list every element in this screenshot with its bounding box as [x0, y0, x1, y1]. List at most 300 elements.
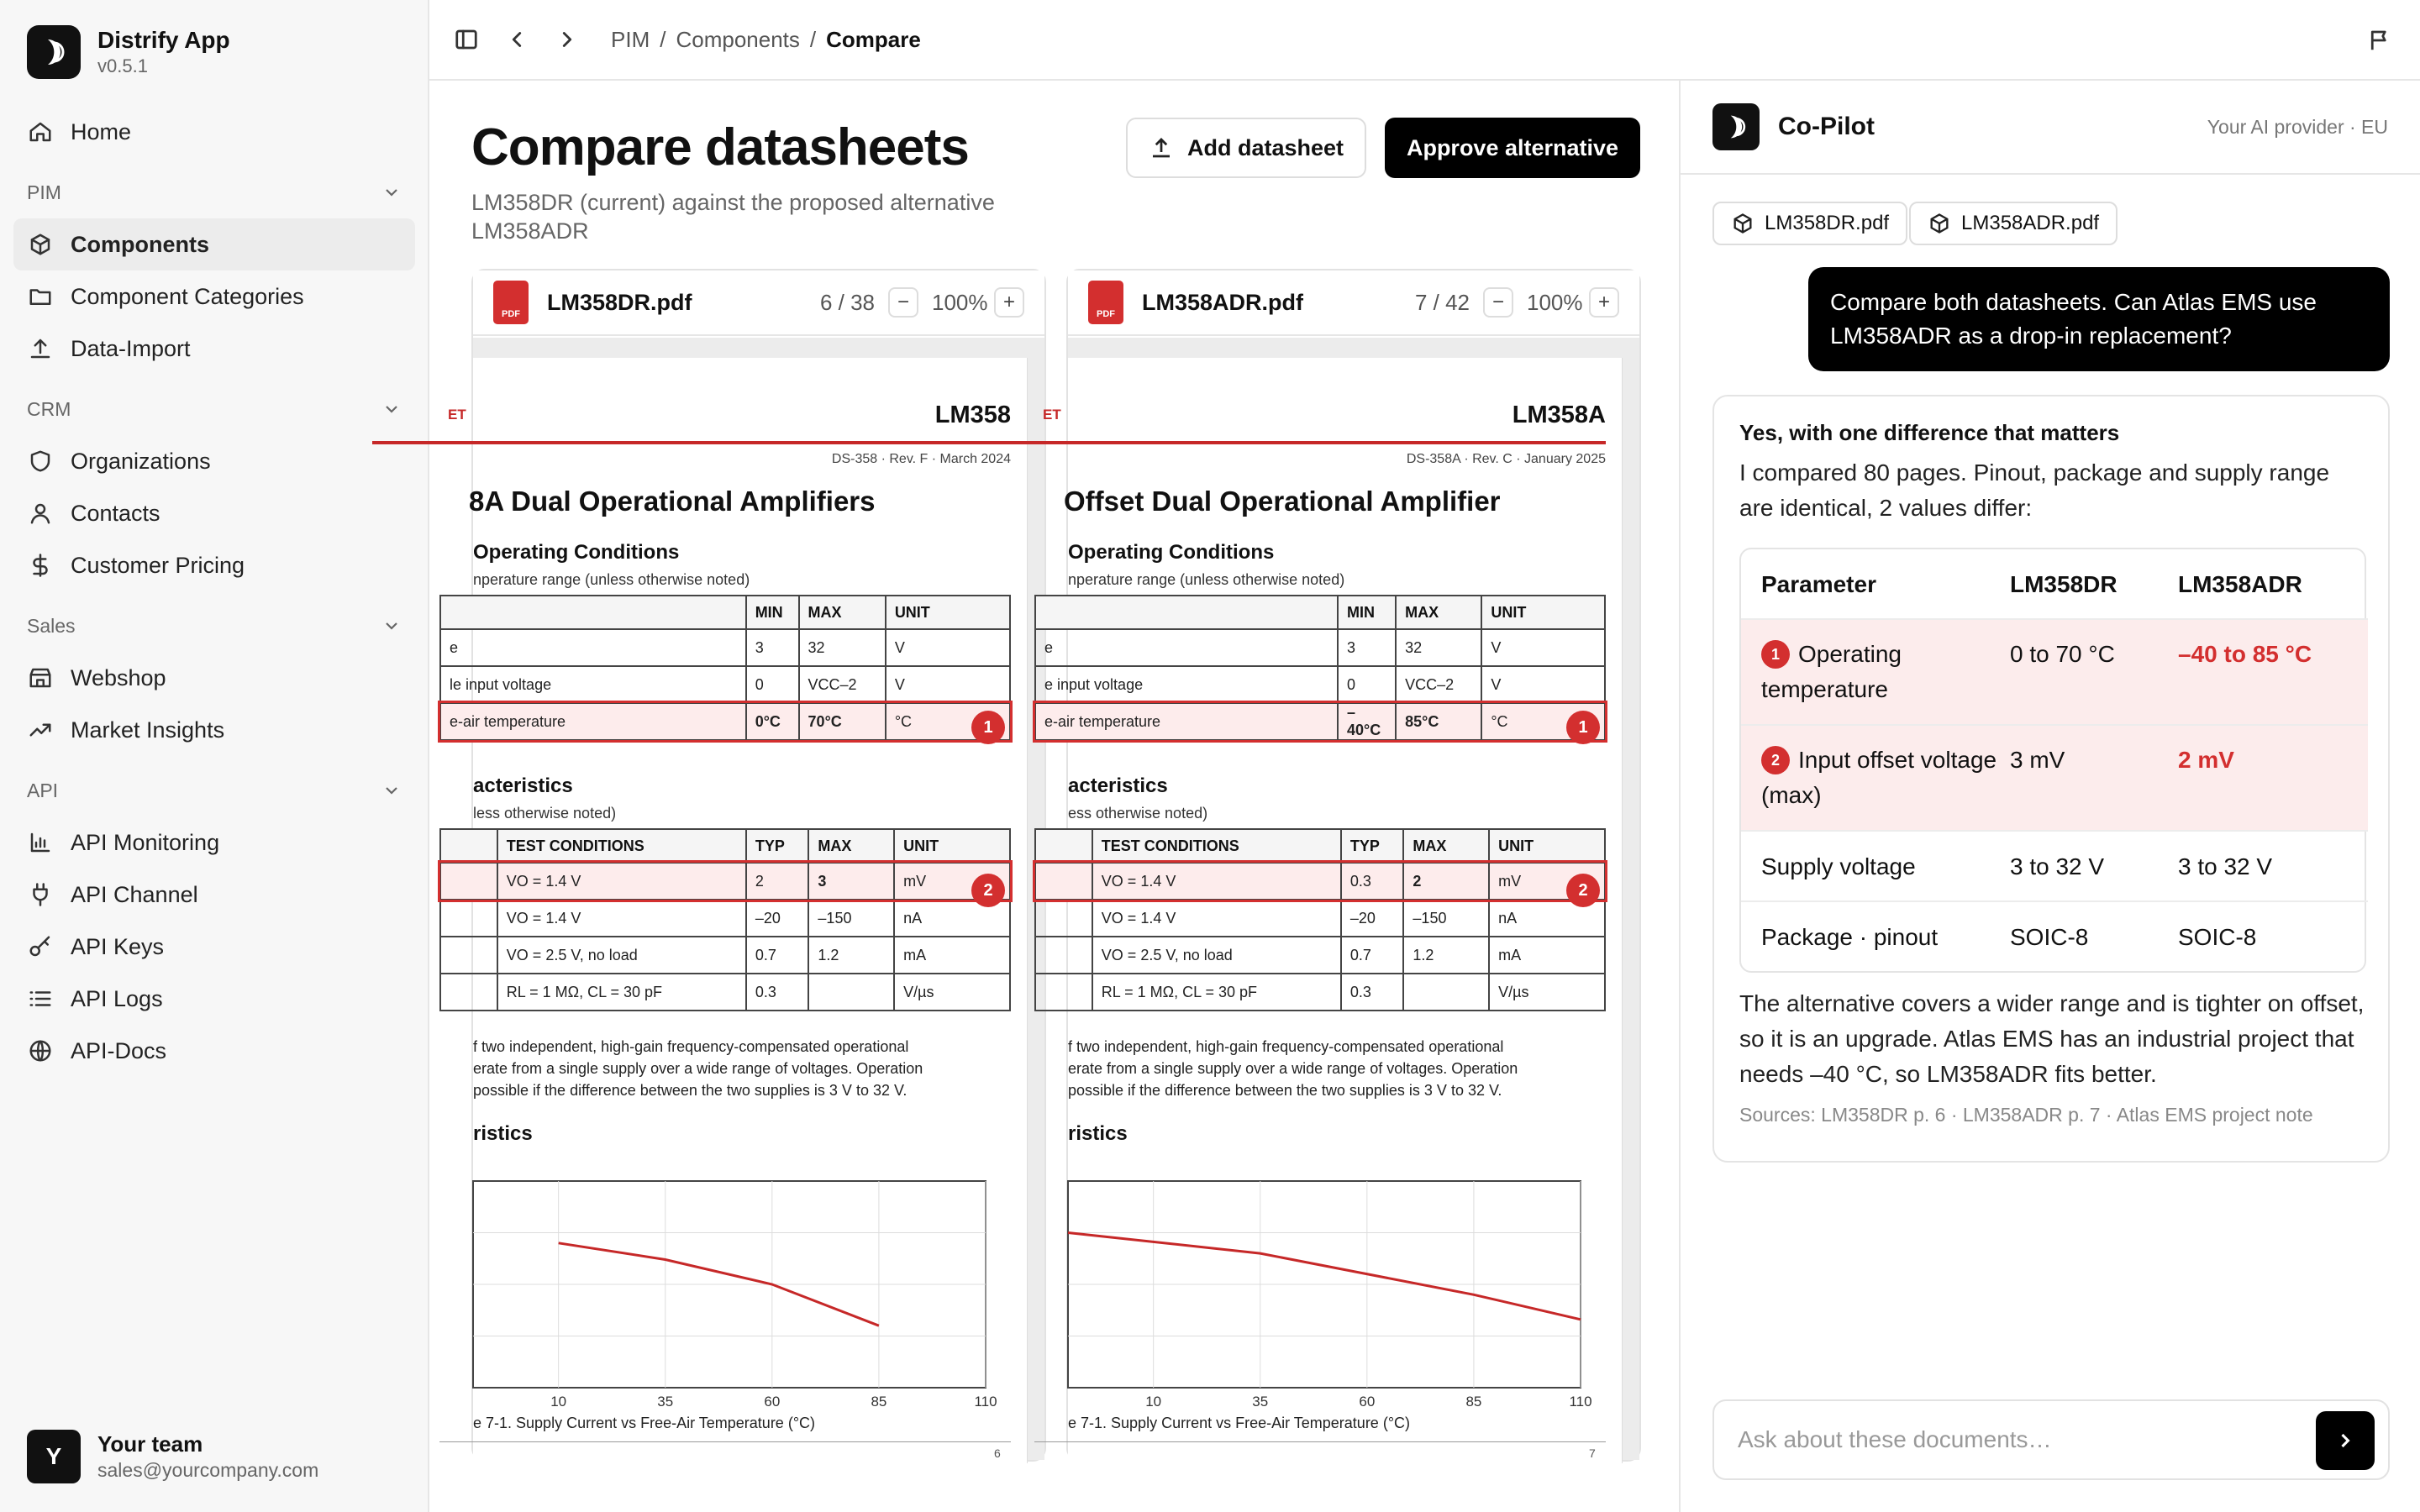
- table-row: [1035, 900, 1605, 937]
- table-row: [440, 900, 1010, 937]
- page-footer-rule: [439, 1441, 1011, 1442]
- app-version: v0.5.1: [97, 55, 148, 76]
- assistant-message: [1712, 395, 2390, 1163]
- team-name: Your team: [97, 1431, 203, 1457]
- table-row: [1741, 832, 2368, 902]
- chip-label: LM358DR.pdf: [1765, 212, 1890, 234]
- cube-icon: [27, 231, 54, 258]
- body-text: erate from a single supply over a wide range of voltages. Operation: [1068, 1060, 1518, 1077]
- pdf-viewer-alternative[interactable]: [1043, 269, 1641, 1462]
- supply-current-chart: [439, 1173, 1028, 1408]
- main-content: [429, 81, 1679, 1512]
- parameter-text: Input offset voltage (max): [1761, 747, 1997, 808]
- sidebar-item-label: Organizations: [71, 448, 211, 474]
- section-note: less otherwise noted): [473, 805, 617, 822]
- table-cell: –20: [746, 900, 809, 937]
- body-text: possible if the difference between the two supplies is 3 V to 32 V.: [473, 1082, 908, 1099]
- breadcrumb-components[interactable]: Components: [676, 26, 800, 52]
- table-header-cell: MIN: [1338, 596, 1396, 629]
- body-text: f two independent, high-gain frequency-compensated operational: [473, 1038, 909, 1055]
- table-row: [440, 937, 1010, 974]
- upload-icon: [1149, 135, 1174, 160]
- sidebar-section-api[interactable]: [13, 764, 415, 816]
- sidebar-item-api-keys[interactable]: [13, 921, 415, 973]
- sidebar-item-label: Contacts: [71, 500, 160, 526]
- electrical-characteristics-table: [439, 828, 1011, 1011]
- sidebar-item-api-channel[interactable]: [13, 869, 415, 921]
- home-icon: [27, 118, 54, 145]
- table-cell: 0.7: [1341, 937, 1404, 974]
- sidebar-item-api-docs[interactable]: [13, 1025, 415, 1077]
- table-cell: nA: [894, 900, 1010, 937]
- table-cell: VO = 1.4 V: [1092, 863, 1341, 900]
- row-parameter: [1761, 637, 2005, 707]
- table-cell: –150: [808, 900, 894, 937]
- table-cell: 0.3: [1341, 863, 1404, 900]
- feedback-button[interactable]: [2361, 22, 2398, 59]
- table-row: [1035, 629, 1605, 666]
- table-header-row: [1741, 549, 2368, 620]
- breadcrumb-separator: /: [660, 26, 666, 52]
- comparison-table: [1739, 548, 2366, 973]
- chat-input[interactable]: [1712, 1399, 2390, 1480]
- datasheet-title: Offset Dual Operational Amplifier: [1064, 486, 1501, 517]
- pdf-page-content: [967, 358, 1623, 1463]
- part-number: LM358A: [1512, 402, 1606, 428]
- pdf-page: [1043, 358, 1623, 1463]
- answer-title: Yes, with one difference that matters: [1739, 420, 2120, 445]
- table-header-cell: MAX: [1396, 596, 1481, 629]
- copilot-logo: [1712, 103, 1760, 150]
- topbar: [429, 0, 2420, 81]
- table-cell: 0: [1338, 666, 1396, 703]
- attachment-chip[interactable]: [1909, 202, 2118, 245]
- table-cell: 1.2: [1403, 937, 1489, 974]
- table-header-cell: [1035, 829, 1092, 863]
- sidebar-item-label: API Logs: [71, 985, 163, 1011]
- breadcrumb: [611, 27, 921, 53]
- dollar-icon: [27, 552, 54, 579]
- chevron-right-icon: [2333, 1429, 2357, 1452]
- table-cell: [440, 937, 497, 974]
- add-datasheet-button[interactable]: [1126, 118, 1366, 178]
- table-row: [440, 666, 1010, 703]
- x-tick-label: 60: [764, 1394, 781, 1410]
- plug-icon: [27, 881, 54, 908]
- globe-icon: [27, 1037, 54, 1064]
- table-header-cell: [440, 596, 746, 629]
- sidebar-item-data-import[interactable]: [13, 323, 415, 375]
- x-tick-label: 10: [1145, 1394, 1162, 1410]
- bar-chart-icon: [27, 829, 54, 856]
- table-row: [1035, 863, 1605, 900]
- table-cell: e: [440, 629, 746, 666]
- recommended-conditions-table: [1034, 595, 1606, 741]
- viewer-toolbar: [473, 270, 1044, 336]
- header-rule: [372, 441, 1011, 444]
- ai-provider[interactable]: Your AI provider · EU: [2207, 115, 2388, 138]
- sidebar-item-label: API Channel: [71, 881, 198, 907]
- table-cell: V: [886, 666, 1010, 703]
- table-cell: 85°C: [1396, 703, 1481, 740]
- copilot-panel: [1679, 81, 2420, 1512]
- sidebar-item-label: API Monitoring: [71, 829, 220, 855]
- flag-icon: [2367, 28, 2392, 53]
- table-header-cell: MAX: [1403, 829, 1489, 863]
- pdf-file-name: LM358DR.pdf: [547, 289, 692, 315]
- zoom-level: 100%: [932, 289, 988, 315]
- table-header-cell: [440, 829, 497, 863]
- x-tick-label: 110: [1569, 1394, 1592, 1410]
- table-cell: mV: [1489, 863, 1605, 900]
- figure-caption: e 7-1. Supply Current vs Free-Air Temperature (°C): [1068, 1415, 1411, 1431]
- table-cell: 70°C: [799, 703, 886, 740]
- table-cell: VO = 2.5 V, no load: [1092, 937, 1341, 974]
- table-cell: V/µs: [1489, 974, 1605, 1011]
- x-tick-label: 35: [1252, 1394, 1269, 1410]
- table-cell: V: [886, 629, 1010, 666]
- page-title: Compare datasheets: [471, 118, 969, 176]
- table-row: [1035, 666, 1605, 703]
- page-indicator: 7 / 42: [1414, 289, 1470, 315]
- table-cell: 3: [1338, 629, 1396, 666]
- pdf-file-icon: PDF: [493, 281, 529, 324]
- answer-sources: Sources: LM358DR p. 6 · LM358ADR p. 7 · Atlas EMS project note: [1739, 1104, 2313, 1126]
- table-cell: RL = 1 MΩ, CL = 30 pF: [497, 974, 746, 1011]
- table-cell: 0.3: [746, 974, 809, 1011]
- col-header: LM358ADR: [2178, 571, 2302, 597]
- app-name: Distrify App: [97, 27, 230, 53]
- sidebar-item-market-insights[interactable]: [13, 704, 415, 756]
- table-row: [440, 974, 1010, 1011]
- table-header-cell: UNIT: [886, 596, 1010, 629]
- pdf-page-area[interactable]: [448, 338, 1044, 1460]
- figure-caption: e 7-1. Supply Current vs Free-Air Temperature (°C): [473, 1415, 816, 1431]
- row-current: SOIC-8: [2010, 924, 2089, 950]
- table-cell: 32: [1396, 629, 1481, 666]
- table-cell: °C: [886, 703, 1010, 740]
- row-alternative: 3 to 32 V: [2178, 853, 2273, 879]
- cube-icon: [1731, 212, 1754, 235]
- x-tick-label: 110: [974, 1394, 997, 1410]
- section-label: Sales: [27, 614, 76, 637]
- table-cell: 32: [799, 629, 886, 666]
- user-message: Compare both datasheets. Can Atlas EMS use LM358ADR as a drop-in replacement?: [1808, 267, 2390, 371]
- x-tick-label: 10: [550, 1394, 567, 1410]
- zoom-in-button[interactable]: +: [994, 287, 1024, 318]
- row-current: 0 to 70 °C: [2010, 641, 2115, 667]
- breadcrumb-pim[interactable]: PIM: [611, 26, 650, 52]
- marker-badge: 1: [1761, 640, 1790, 669]
- table-cell: le input voltage: [440, 666, 746, 703]
- section-heading: Operating Conditions: [473, 541, 680, 564]
- table-cell: nA: [1489, 900, 1605, 937]
- body-text: erate from a single supply over a wide range of voltages. Operation: [473, 1060, 923, 1077]
- row-parameter: Package · pinout: [1761, 924, 1939, 950]
- table-row: [1035, 937, 1605, 974]
- sidebar-item-label: Webshop: [71, 664, 166, 690]
- row-parameter: [1761, 743, 2005, 813]
- sidebar-item-api-logs[interactable]: [13, 973, 415, 1025]
- table-row: [440, 863, 1010, 900]
- pdf-file-icon: PDF: [1088, 281, 1123, 324]
- sidebar-item-label: Components: [71, 231, 209, 257]
- table-row: [440, 703, 1010, 740]
- table-cell: –20: [1341, 900, 1404, 937]
- table-header-cell: TYP: [746, 829, 809, 863]
- parameter-text: Operating temperature: [1761, 641, 1902, 702]
- section-heading: ristics: [1068, 1122, 1128, 1145]
- table-cell: [440, 863, 497, 900]
- table-cell: VCC–2: [799, 666, 886, 703]
- pdf-page: [448, 358, 1028, 1463]
- copilot-header: [1681, 81, 2420, 175]
- table-cell: e input voltage: [1035, 666, 1338, 703]
- sidebar-item-label: API-Docs: [71, 1037, 167, 1063]
- page-indicator: 6 / 38: [819, 289, 875, 315]
- chevron-right-icon: [555, 27, 580, 52]
- sidebar-item-component-categories[interactable]: [13, 270, 415, 323]
- table-row: [440, 629, 1010, 666]
- difference-marker: 1: [1566, 711, 1600, 744]
- section-label: API: [27, 779, 59, 801]
- table-header-cell: UNIT: [1481, 596, 1605, 629]
- table-cell: VCC–2: [1396, 666, 1481, 703]
- doc-tag: ET: [448, 407, 466, 423]
- page-footer-rule: [1034, 1441, 1606, 1442]
- table-cell: [1035, 974, 1092, 1011]
- table-cell: V/µs: [894, 974, 1010, 1011]
- breadcrumb-current: Compare: [826, 26, 921, 52]
- section-label: PIM: [27, 181, 61, 203]
- page-number: 6: [994, 1446, 1001, 1460]
- table-header-cell: TEST CONDITIONS: [497, 829, 746, 863]
- table-cell: [440, 974, 497, 1011]
- electrical-characteristics-table: [1034, 828, 1606, 1011]
- brand[interactable]: [27, 25, 230, 79]
- table-row: [1741, 902, 2368, 974]
- supply-current-curve: [1068, 1233, 1581, 1320]
- row-alternative: SOIC-8: [2178, 924, 2257, 950]
- section-heading: Operating Conditions: [1068, 541, 1275, 564]
- back-button[interactable]: [493, 16, 540, 63]
- page-subtitle: LM358DR (current) against the proposed alternative LM358ADR: [471, 190, 995, 244]
- table-cell: 0.3: [1341, 974, 1404, 1011]
- table-cell: e: [1035, 629, 1338, 666]
- folder-icon: [27, 283, 54, 310]
- table-row: [1741, 620, 2368, 726]
- row-parameter: Supply voltage: [1761, 853, 1916, 879]
- add-datasheet-label: Add datasheet: [1186, 134, 1344, 160]
- table-cell: 2: [1403, 863, 1489, 900]
- table-cell: e-air temperature: [1035, 703, 1338, 740]
- answer-outro: The alternative covers a wider range and is tighter on offset, so it is an upgrade. Atlas EMS has an industrial project that needs –40 °C, so LM358ADR fits better.: [1739, 990, 2365, 1087]
- table-header-cell: TEST CONDITIONS: [1092, 829, 1341, 863]
- shield-icon: [27, 448, 54, 475]
- sidebar-toggle-icon: [454, 27, 479, 52]
- section-note: ess otherwise noted): [1068, 805, 1208, 822]
- pdf-page-content: [372, 358, 1028, 1463]
- section-heading: acteristics: [1068, 774, 1168, 797]
- sidebar-section-crm[interactable]: [13, 383, 415, 435]
- table-cell: 3: [746, 629, 799, 666]
- sidebar-toggle-button[interactable]: [443, 16, 490, 63]
- recommended-conditions-table: [439, 595, 1011, 741]
- table-cell: –40°C: [1338, 703, 1396, 740]
- table-cell: [1035, 863, 1092, 900]
- section-note: nperature range (unless otherwise noted): [1068, 571, 1345, 588]
- table-cell: [1035, 937, 1092, 974]
- table-cell: VO = 1.4 V: [497, 863, 746, 900]
- avatar: Y: [27, 1430, 81, 1483]
- datasheet-title: 8A Dual Operational Amplifiers: [469, 486, 876, 517]
- table-row: [1035, 974, 1605, 1011]
- difference-marker: 2: [971, 874, 1005, 907]
- sidebar-item-api-monitoring[interactable]: [13, 816, 415, 869]
- table-cell: 0°C: [746, 703, 799, 740]
- row-alternative: 2 mV: [2178, 747, 2234, 773]
- sidebar-item-home[interactable]: [13, 106, 415, 158]
- page-number: 7: [1589, 1446, 1596, 1460]
- sidebar-item-label: API Keys: [71, 933, 165, 959]
- x-tick-label: 35: [657, 1394, 674, 1410]
- table-header-cell: MAX: [808, 829, 894, 863]
- table-cell: 3: [808, 863, 894, 900]
- pdf-page-area[interactable]: [1043, 338, 1639, 1460]
- forward-button[interactable]: [544, 16, 591, 63]
- zoom-level: 100%: [1527, 289, 1583, 315]
- table-cell: 1.2: [808, 937, 894, 974]
- sidebar-item-components[interactable]: [13, 218, 415, 270]
- table-cell: 0.7: [746, 937, 809, 974]
- doc-tag: ET: [1043, 407, 1061, 423]
- zoom-in-button[interactable]: +: [1589, 287, 1619, 318]
- table-cell: [440, 900, 497, 937]
- sidebar-item-label: Data-Import: [71, 335, 191, 361]
- table-cell: [1403, 974, 1489, 1011]
- copilot-title: Co-Pilot: [1778, 113, 1875, 140]
- upload-icon: [27, 335, 54, 362]
- table-cell: RL = 1 MΩ, CL = 30 pF: [1092, 974, 1341, 1011]
- col-header: Parameter: [1761, 571, 1876, 597]
- sidebar-item-contacts[interactable]: [13, 487, 415, 539]
- row-current: 3 mV: [2010, 747, 2065, 773]
- pdf-file-name: LM358ADR.pdf: [1142, 289, 1304, 315]
- table-cell: e-air temperature: [440, 703, 746, 740]
- table-cell: 0: [746, 666, 799, 703]
- sidebar-nav: [13, 106, 415, 1077]
- zoom-out-button[interactable]: −: [1483, 287, 1513, 318]
- app-logo: [27, 25, 81, 79]
- sidebar: [0, 0, 429, 1512]
- table-cell: mA: [1489, 937, 1605, 974]
- list-icon: [27, 985, 54, 1012]
- breadcrumb-separator: /: [809, 26, 817, 52]
- part-number: LM358: [934, 402, 1011, 428]
- x-tick-label: 60: [1359, 1394, 1376, 1410]
- sidebar-item-label: Home: [71, 118, 132, 144]
- supply-current-chart: [1034, 1173, 1623, 1408]
- body-text: possible if the difference between the two supplies is 3 V to 32 V.: [1068, 1082, 1502, 1099]
- trend-up-icon: [27, 717, 54, 743]
- table-header-cell: MIN: [746, 596, 799, 629]
- revision-line: DS-358A · Rev. C · January 2025: [1406, 452, 1606, 466]
- team-email: sales@yourcompany.com: [97, 1459, 319, 1481]
- section-note: nperature range (unless otherwise noted): [473, 571, 750, 588]
- sidebar-item-label: Component Categories: [71, 283, 304, 309]
- revision-line: DS-358 · Rev. F · March 2024: [831, 452, 1011, 466]
- attachment-chip[interactable]: [1712, 202, 1907, 245]
- table-header-cell: UNIT: [894, 829, 1010, 863]
- answer-intro: I compared 80 pages. Pinout, package and supply range are identical, 2 values differ:: [1739, 459, 2330, 521]
- pdf-viewer-current[interactable]: [448, 269, 1046, 1462]
- table-header-cell: TYP: [1341, 829, 1404, 863]
- table-cell: V: [1481, 629, 1605, 666]
- approve-alternative-button[interactable]: Approve alternative: [1385, 118, 1640, 178]
- table-cell: [808, 974, 894, 1011]
- chip-label: LM358ADR.pdf: [1961, 212, 2100, 234]
- sidebar-section-pim[interactable]: [13, 166, 415, 218]
- x-tick-label: 85: [1465, 1394, 1482, 1410]
- chat-input-placeholder: Ask about these documents…: [1738, 1426, 2052, 1452]
- send-button[interactable]: [2316, 1411, 2375, 1470]
- store-icon: [27, 664, 54, 691]
- difference-marker: 2: [1566, 874, 1600, 907]
- difference-marker: 1: [971, 711, 1005, 744]
- table-cell: 2: [746, 863, 809, 900]
- table-cell: V: [1481, 666, 1605, 703]
- table-cell: [1035, 900, 1092, 937]
- sidebar-item-label: Customer Pricing: [71, 552, 245, 578]
- table-row: [1741, 726, 2368, 832]
- sidebar-item-customer-pricing[interactable]: [13, 539, 415, 591]
- row-alternative: –40 to 85 °C: [2178, 641, 2312, 667]
- key-icon: [27, 933, 54, 960]
- table-cell: –150: [1403, 900, 1489, 937]
- sidebar-item-organizations[interactable]: [13, 435, 415, 487]
- table-header-cell: MAX: [799, 596, 886, 629]
- table-cell: VO = 2.5 V, no load: [497, 937, 746, 974]
- zoom-out-button[interactable]: −: [888, 287, 918, 318]
- table-cell: mA: [894, 937, 1010, 974]
- section-heading: ristics: [473, 1122, 533, 1145]
- table-cell: VO = 1.4 V: [1092, 900, 1341, 937]
- sidebar-item-webshop[interactable]: [13, 652, 415, 704]
- table-cell: VO = 1.4 V: [497, 900, 746, 937]
- chevron-left-icon: [504, 27, 529, 52]
- table-header-cell: UNIT: [1489, 829, 1605, 863]
- table-row: [1035, 703, 1605, 740]
- x-tick-label: 85: [871, 1394, 887, 1410]
- header-rule: [967, 441, 1606, 444]
- table-cell: mV: [894, 863, 1010, 900]
- user-icon: [27, 500, 54, 527]
- section-label: CRM: [27, 397, 71, 420]
- marker-badge: 2: [1761, 746, 1790, 774]
- body-text: f two independent, high-gain frequency-compensated operational: [1068, 1038, 1504, 1055]
- col-header: LM358DR: [2010, 571, 2118, 597]
- cube-icon: [1928, 212, 1951, 235]
- sidebar-section-sales[interactable]: [13, 600, 415, 652]
- viewer-toolbar: [1068, 270, 1639, 336]
- chevron-down-icon: [381, 182, 402, 202]
- section-heading: acteristics: [473, 774, 573, 797]
- row-current: 3 to 32 V: [2010, 853, 2105, 879]
- table-header-cell: [1035, 596, 1338, 629]
- team-switcher[interactable]: [27, 1430, 318, 1483]
- table-cell: °C: [1481, 703, 1605, 740]
- sidebar-item-label: Market Insights: [71, 717, 225, 743]
